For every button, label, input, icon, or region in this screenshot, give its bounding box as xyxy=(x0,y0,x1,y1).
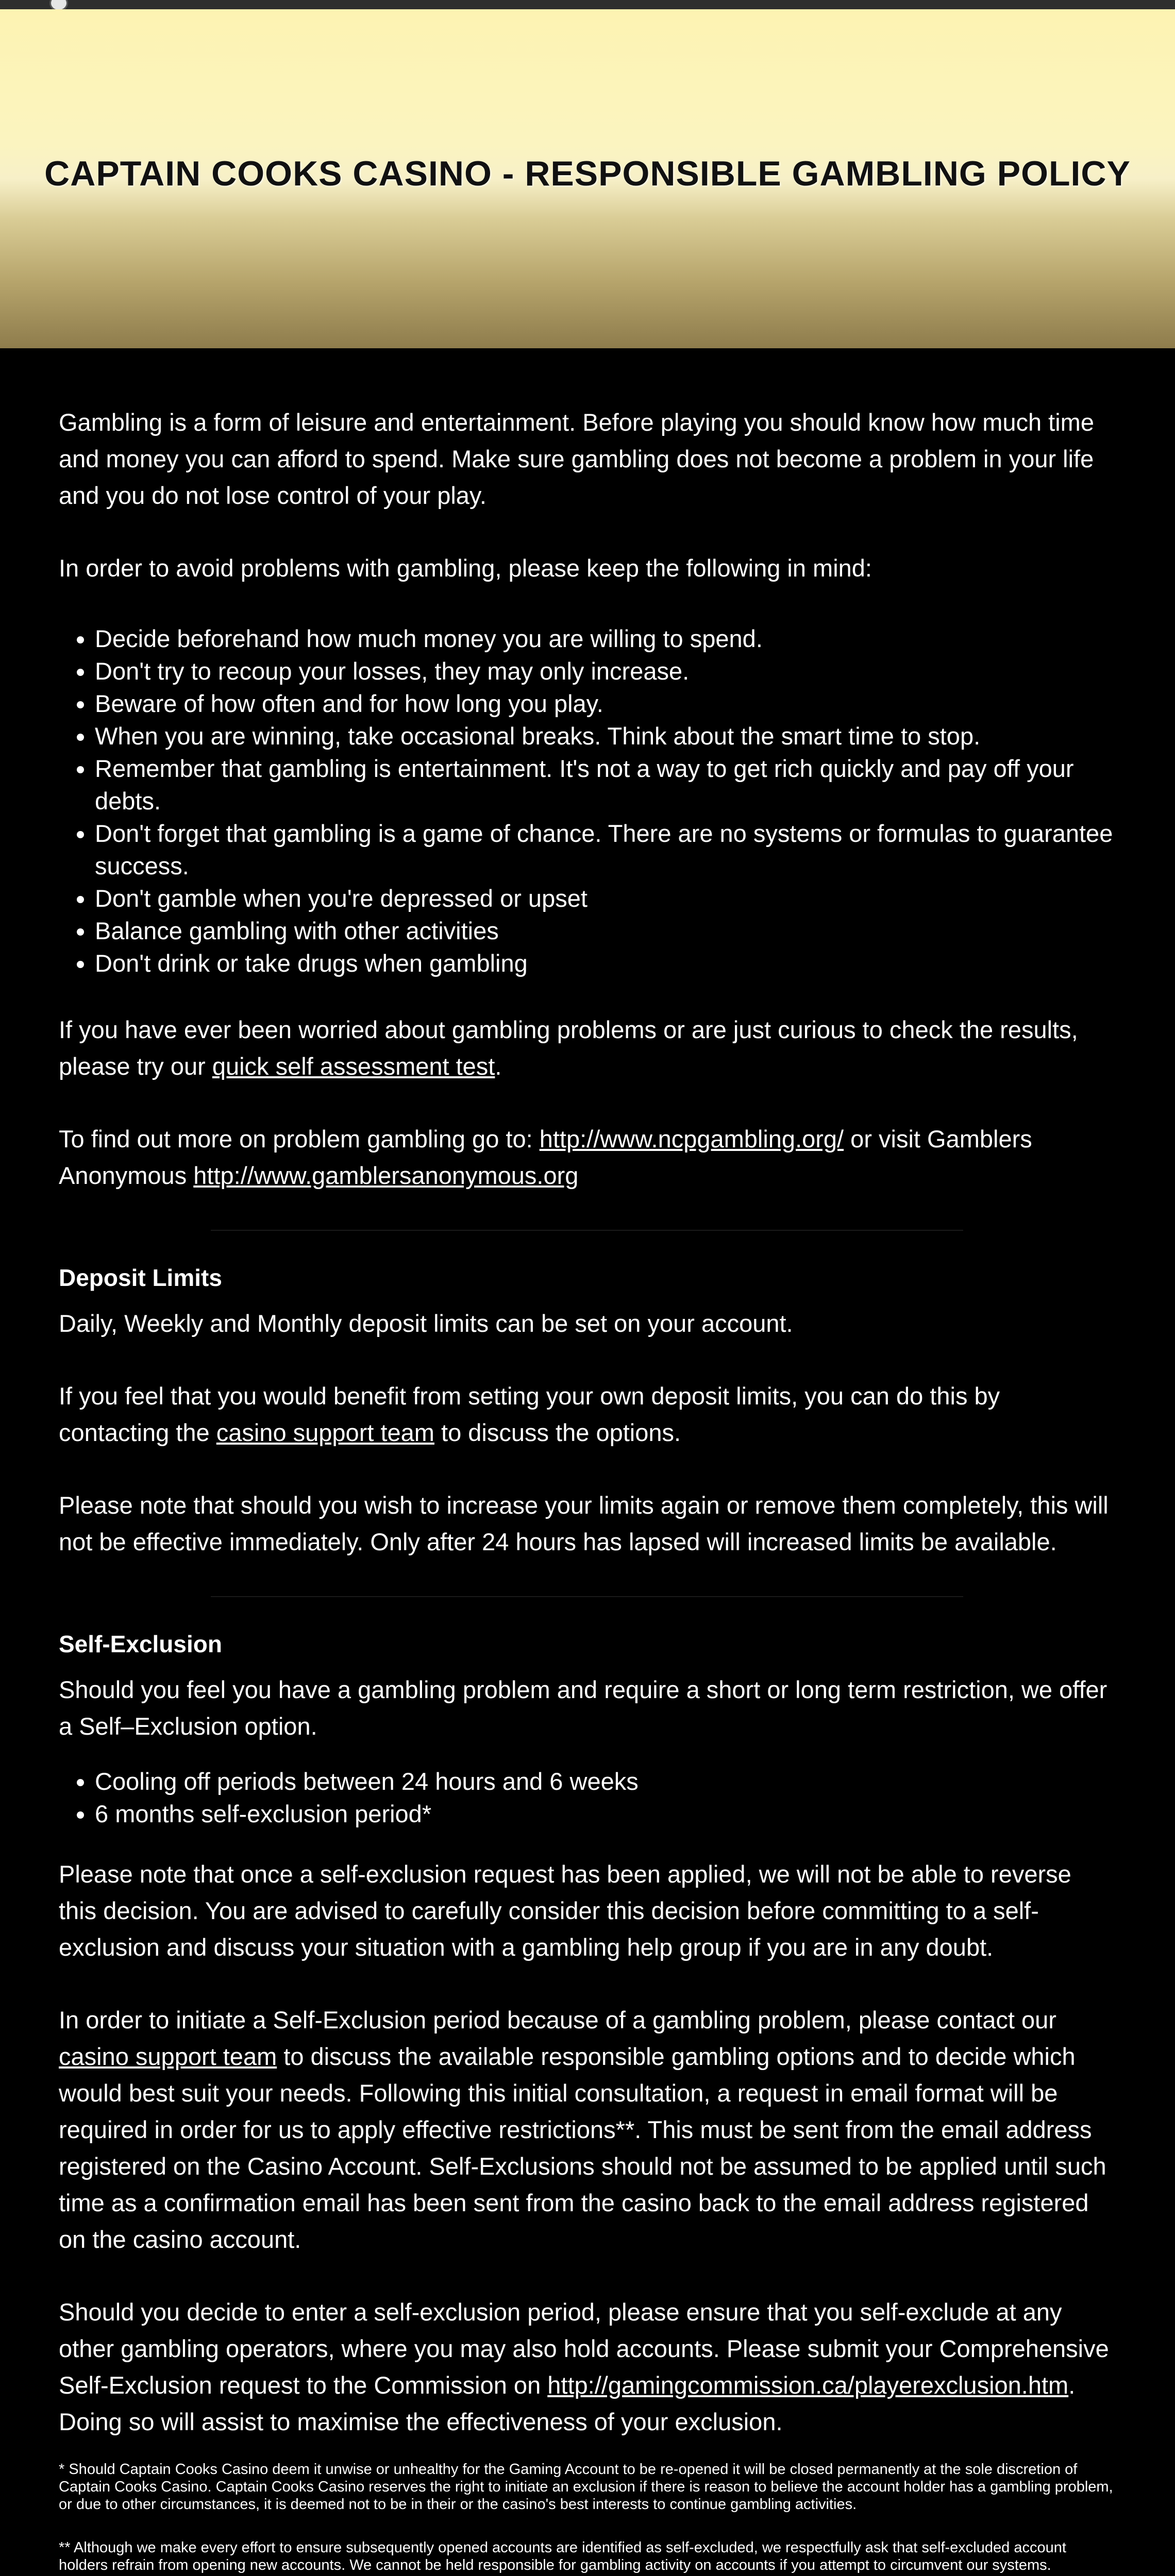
self-exclusion-paragraph: Should you feel you have a gambling problem and require a short or long term restriction, we offer a Self–Exclusion option. xyxy=(59,1676,1107,1740)
exclusion-warning-paragraph: Please note that once a self-exclusion request has been applied, we will not be able to reverse this decision. You are advised to carefully consider this decision before committing to a self-exclusion and discuss your situation with a gambling help group if you are in any doubt. xyxy=(59,1860,1071,1961)
tips-list xyxy=(59,622,1115,979)
self-assessment-link[interactable]: quick self assessment test xyxy=(212,1053,495,1080)
tips-intro: In order to avoid problems with gambling, please keep the following in mind: xyxy=(59,554,872,582)
list-item: • 6 months self-exclusion period* xyxy=(95,1798,1115,1830)
casino-support-link[interactable]: casino support team xyxy=(216,1419,434,1446)
section-divider xyxy=(211,1230,963,1231)
deposit-limits-paragraph: Daily, Weekly and Monthly deposit limits can be set on your account. xyxy=(59,1310,793,1337)
list-item: • Cooling off periods between 24 hours and 6 weeks xyxy=(95,1765,1115,1798)
deposit-increase-paragraph: Please note that should you wish to increase your limits again or remove them completely, this will not be effective immediately. Only after 24 hours has lapsed will increased limits be available. xyxy=(59,1492,1109,1555)
footnote-double-asterisk: ** Although we make every effort to ensure subsequently opened accounts are identified as self-excluded, we respectfully ask that self-excluded account holders refrain from opening new accounts. We cannot be held responsible for gambling activity on accounts if you attempt to circumvent our systems. xyxy=(59,2539,1066,2573)
main-content xyxy=(59,404,1115,2576)
list-item: • Remember that gambling is entertainment. It's not a way to get rich quickly and pay off your debts. xyxy=(95,752,1115,817)
list-item: • Don't gamble when you're depressed or upset xyxy=(95,882,1115,914)
casino-support-link[interactable]: casino support team xyxy=(59,2043,277,2070)
ncpgambling-link[interactable]: http://www.ncpgambling.org/ xyxy=(539,1125,844,1153)
intro-paragraph: Gambling is a form of leisure and entertainment. Before playing you should know how much time and money you can afford to spend. Make sure gambling does not become a problem in your life and you do not lose control of your play. xyxy=(59,409,1094,509)
exclusion-commission-paragraph: Should you decide to enter a self-exclusion period, please ensure that you self-exclude at any other gambling operators, where you may also hold accounts. Please submit your Comprehensive Self-Exclusion request to the Commission on http://gamingcommission.ca/playerexclusion.htm. Doing so will assist to maximise the effectiveness of your exclusion. xyxy=(59,2298,1109,2435)
list-item: • Don't drink or take drugs when gambling xyxy=(95,947,1115,979)
deposit-limits-heading: Deposit Limits xyxy=(59,1264,222,1291)
page-title: CAPTAIN COOKS CASINO - RESPONSIBLE GAMBLING POLICY xyxy=(44,154,1131,193)
footnote-single-asterisk: * Should Captain Cooks Casino deem it unwise or unhealthy for the Gaming Account to be re-opened it will be closed permanently at the sole discretion of Captain Cooks Casino. Captain Cooks Casino reserves the right to initiate an exclusion if there is reason to believe the account holder has a gambling problem, or due to other circumstances, it is deemed not to be in their or the casino's best interests to continue gambling activities. xyxy=(59,2461,1113,2513)
self-exclusion-heading: Self-Exclusion xyxy=(59,1631,222,1657)
list-item: • When you are winning, take occasional breaks. Think about the smart time to stop. xyxy=(95,720,1115,752)
gamblers-anonymous-link[interactable]: http://www.gamblersanonymous.org xyxy=(193,1162,579,1189)
list-item: • Balance gambling with other activities xyxy=(95,914,1115,947)
top-bar xyxy=(0,0,1175,9)
resources-paragraph: To find out more on problem gambling go to: http://www.ncpgambling.org/ or visit Gamblers Anonymous http://www.gamblersanonymous.org xyxy=(59,1125,1032,1189)
exclusion-options-list xyxy=(59,1765,1115,1830)
gaming-commission-link[interactable]: http://gamingcommission.ca/playerexclusion.htm xyxy=(547,2371,1069,2399)
list-item: • Decide beforehand how much money you are willing to spend. xyxy=(95,622,1115,655)
section-divider xyxy=(211,1596,963,1597)
deposit-contact-paragraph: If you feel that you would benefit from setting your own deposit limits, you can do this by contacting the casino support team to discuss the options. xyxy=(59,1382,1000,1446)
list-item: • Don't try to recoup your losses, they may only increase. xyxy=(95,655,1115,687)
self-assessment-paragraph: If you have ever been worried about gambling problems or are just curious to check the results, please try our quick self assessment test. xyxy=(59,1016,1078,1080)
exclusion-initiate-paragraph: In order to initiate a Self-Exclusion period because of a gambling problem, please contact our casino support team to discuss the available responsible gambling options and to decide which would best suit your needs. Following this initial consultation, a request in email format will be required in order for us to apply effective restrictions**. This must be sent from the email address registered on the Casino Account. Self-Exclusions should not be assumed to be applied until such time as a confirmation email has been sent from the casino back to the email address registered on the casino account. xyxy=(59,2006,1106,2253)
list-item: • Beware of how often and for how long you play. xyxy=(95,687,1115,720)
page-header xyxy=(0,9,1175,348)
list-item: • Don't forget that gambling is a game of chance. There are no systems or formulas to guarantee success. xyxy=(95,817,1115,882)
